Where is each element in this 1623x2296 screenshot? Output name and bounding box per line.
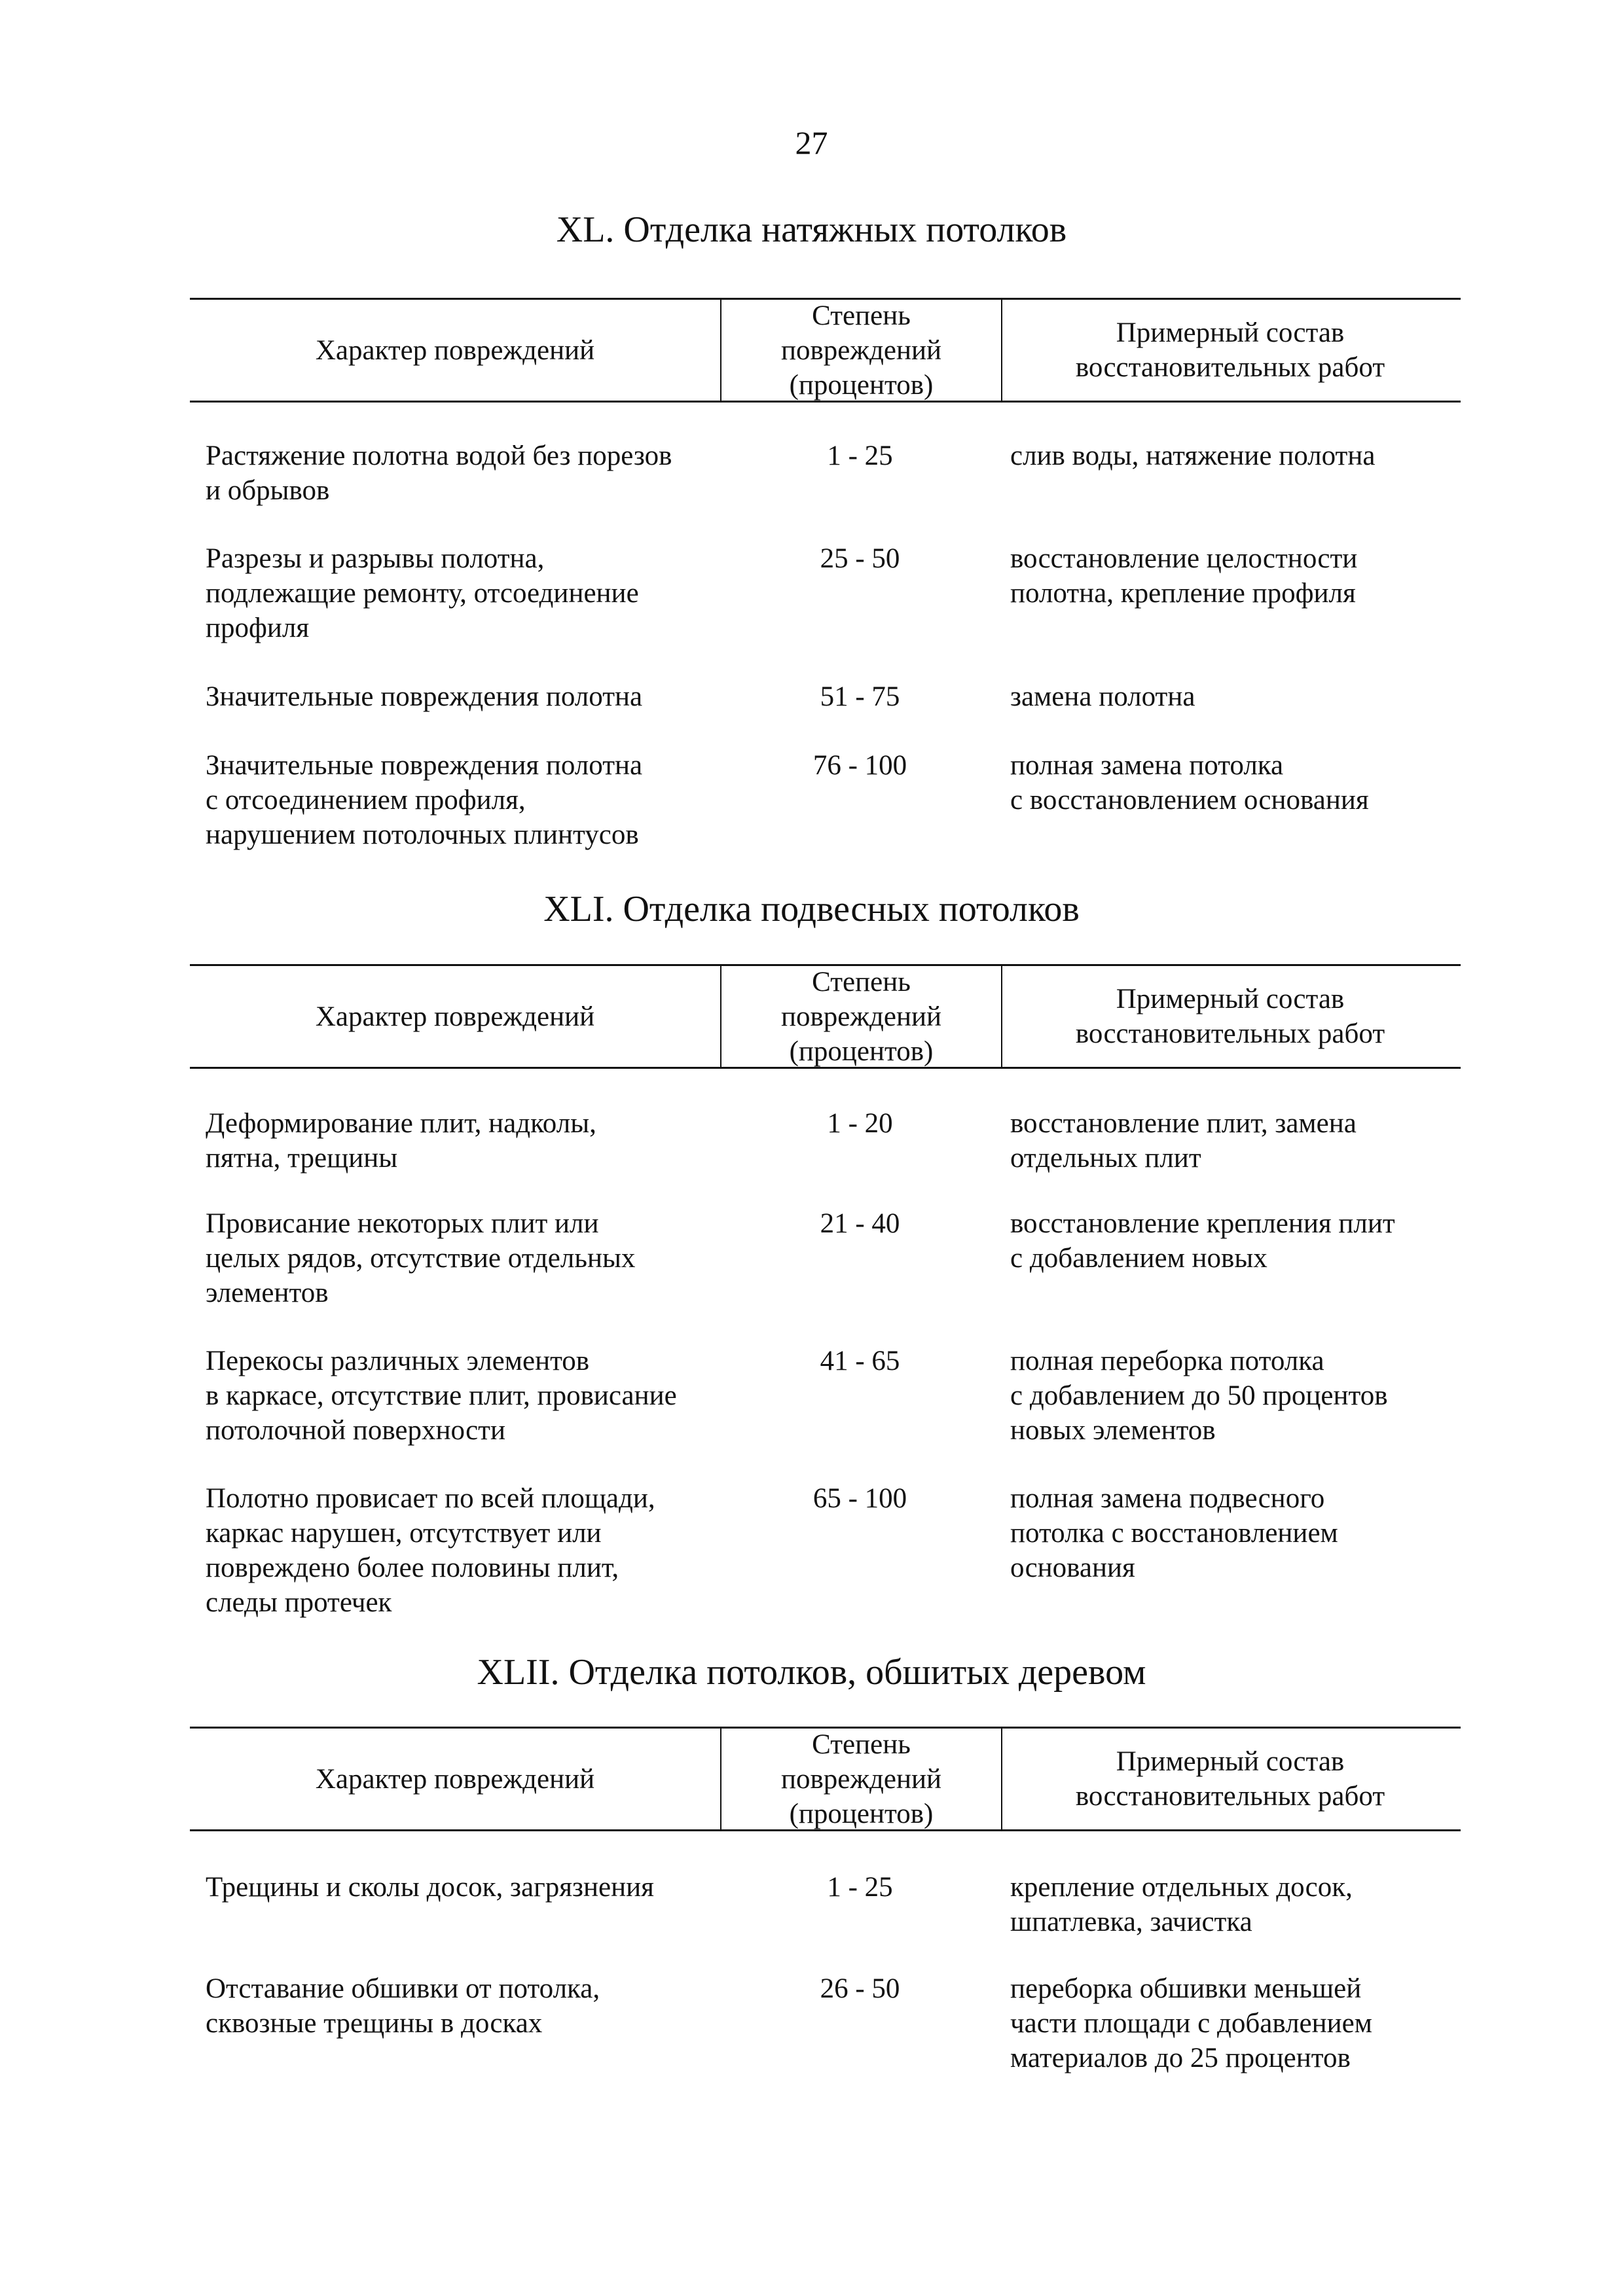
degree-cell: 21 - 40 xyxy=(820,1208,900,1239)
header-degree-text: Степень повреждений (процентов) xyxy=(780,300,942,401)
degree-cell: 1 - 25 xyxy=(827,440,893,471)
section-title-xlii: XLII. Отделка потолков, обшитых деревом xyxy=(477,1652,1146,1693)
table-header xyxy=(190,1727,1461,1831)
header-degree-text: Степень повреждений (процентов) xyxy=(780,1729,942,1829)
damage-cell: Провисание некоторых плит или целых рядов, отсутствие отдельных элементов xyxy=(206,1208,636,1308)
damage-cell: Растяжение полотна водой без порезов и обрывов xyxy=(206,440,672,506)
damage-cell: Отставание обшивки от потолка, сквозные трещины в досках xyxy=(206,1973,600,2039)
damage-cell: Значительные повреждения полотна с отсоединением профиля, нарушением потолочных плинтусов xyxy=(206,750,643,850)
works-cell: замена полотна xyxy=(1010,681,1195,712)
damage-cell: Значительные повреждения полотна xyxy=(206,681,643,712)
works-cell: переборка обшивки меньшей части площади с добавлением материалов до 25 процентов xyxy=(1010,1973,1372,2073)
works-cell: восстановление крепления плит с добавлением новых xyxy=(1010,1208,1395,1274)
header-degree xyxy=(720,1729,1002,1829)
header-works-text: Примерный состав восстановительных работ xyxy=(1075,1746,1385,1812)
page-number: 27 xyxy=(795,124,828,161)
works-cell: крепление отдельных досок, шпатлевка, зачистка xyxy=(1010,1872,1353,1937)
header-works-text: Примерный состав восстановительных работ xyxy=(1075,984,1385,1049)
degree-cell: 41 - 65 xyxy=(820,1346,900,1376)
degree-cell: 25 - 50 xyxy=(820,543,900,574)
works-cell: восстановление целостности полотна, крепление профиля xyxy=(1010,543,1358,609)
degree-cell: 1 - 25 xyxy=(827,1872,893,1903)
header-works xyxy=(1000,1729,1461,1829)
degree-cell: 1 - 20 xyxy=(827,1108,893,1139)
works-cell: слив воды, натяжение полотна xyxy=(1010,440,1376,471)
works-cell: полная переборка потолка с добавлением до 50 процентов новых элементов xyxy=(1010,1346,1388,1446)
degree-cell: 65 - 100 xyxy=(812,1483,907,1514)
degree-cell: 26 - 50 xyxy=(820,1973,900,2004)
section-title-xl: XL. Отделка натяжных потолков xyxy=(556,209,1067,250)
works-cell: полная замена подвесного потолка с восстановлением основания xyxy=(1010,1483,1338,1583)
table-header xyxy=(190,298,1461,403)
header-damage: Характер повреждений xyxy=(315,1763,595,1795)
header-damage: Характер повреждений xyxy=(315,1001,595,1032)
header-damage: Характер повреждений xyxy=(315,334,595,366)
header-works xyxy=(1000,966,1461,1067)
section-title-xli: XLI. Отделка подвесных потолков xyxy=(543,889,1080,929)
header-works xyxy=(1000,300,1461,401)
header-degree xyxy=(720,966,1002,1067)
damage-cell: Разрезы и разрывы полотна, подлежащие ремонту, отсоединение профиля xyxy=(206,543,639,643)
damage-cell: Деформирование плит, надколы, пятна, трещины xyxy=(206,1108,596,1174)
damage-cell: Трещины и сколы досок, загрязнения xyxy=(206,1872,654,1903)
header-works-text: Примерный состав восстановительных работ xyxy=(1075,317,1385,383)
header-degree-text: Степень повреждений (процентов) xyxy=(780,966,942,1067)
degree-cell: 51 - 75 xyxy=(820,681,900,712)
header-degree xyxy=(720,300,1002,401)
works-cell: восстановление плит, замена отдельных плит xyxy=(1010,1108,1357,1174)
works-cell: полная замена потолка с восстановлением основания xyxy=(1010,750,1369,816)
table-header xyxy=(190,964,1461,1069)
degree-cell: 76 - 100 xyxy=(812,750,907,781)
damage-cell: Перекосы различных элементов в каркасе, отсутствие плит, провисание потолочной поверхности xyxy=(206,1346,677,1446)
damage-cell: Полотно провисает по всей площади, каркас нарушен, отсутствует или повреждено более половины плит, следы протечек xyxy=(206,1483,655,1618)
